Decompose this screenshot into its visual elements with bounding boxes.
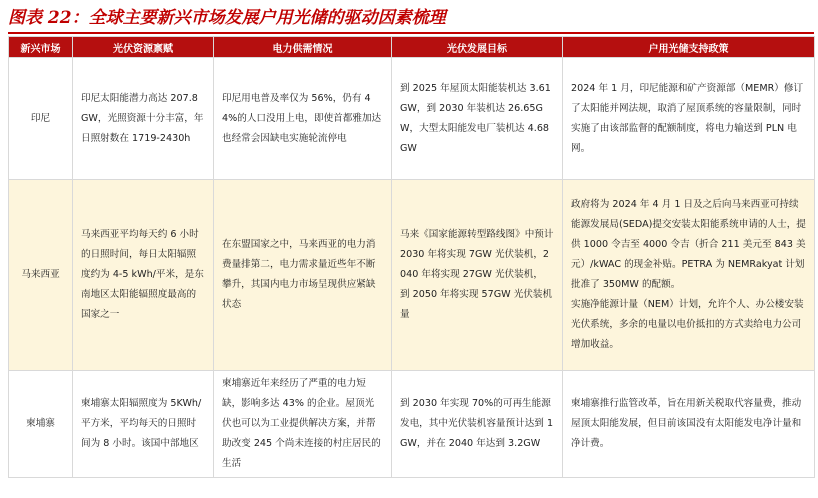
- table-row-malaysia: [9, 180, 815, 371]
- policy-paragraph: 政府将为 2024 年 4 月 1 日及之后向马来西亚可持续能源发展局(SEDA)提交安装太阳能系统申请的人士，提供 1000 令吉至 4000 令吉（折合 211 美元至 843 美元）/kWAC 的现金补贴。PETRA 为 NEMRakyat 计划批准了 350MW 的配额。: [571, 199, 806, 290]
- market-cell: 马来西亚: [9, 180, 73, 371]
- col-header-market: 新兴市场: [9, 37, 73, 58]
- policy-paragraph: 实施净能源计量（NEM）计划，允许个人、办公楼安装光伏系统，多余的电量以电价抵扣的方式卖给电力公司增加收益。: [571, 299, 804, 350]
- col-header-policy: 户用光储支持政策: [563, 37, 815, 58]
- figure-title: 图表 22：全球主要新兴市场发展户用光储的驱动因素梳理: [8, 6, 814, 34]
- resource-cell: 马来西亚平均每天约 6 小时的日照时间，每日太阳辐照度约为 4-5 kWh/平米，是东南地区太阳能辐照度最高的国家之一: [73, 180, 214, 371]
- target-cell: 到 2025 年屋顶太阳能装机达 3.61GW，到 2030 年装机达 26.65GW，大型太阳能发电厂装机达 4.68GW: [392, 58, 563, 180]
- policy-cell: [563, 180, 815, 371]
- policy-cell: [563, 371, 815, 478]
- table-row-cambodia: [9, 371, 815, 478]
- supply-cell: 印尼用电普及率仅为 56%，仍有 44%的人口没用上电，即使首都雅加达也经常会因缺电实施轮流停电: [214, 58, 392, 180]
- col-header-target: 光伏发展目标: [392, 37, 563, 58]
- policy-cell: [563, 58, 815, 180]
- drivers-table: [8, 36, 815, 478]
- col-header-resource: 光伏资源禀赋: [73, 37, 214, 58]
- market-cell: 柬埔寨: [9, 371, 73, 478]
- supply-cell: 柬埔寨近年来经历了严重的电力短缺，影响多达 43% 的企业。屋顶光伏也可以为工业提供解决方案，并帮助改变 245 个尚未连接的村庄居民的生活: [214, 371, 392, 478]
- table-row-indonesia: [9, 58, 815, 180]
- header-row: [9, 37, 815, 58]
- supply-cell: 在东盟国家之中，马来西亚的电力消费量排第二，电力需求量近些年不断攀升，其国内电力市场呈现供应紧缺状态: [214, 180, 392, 371]
- target-cell: 马来《国家能源转型路线图》中预计 2030 年将实现 7GW 光伏装机，2040 年将实现 27GW 光伏装机， 到 2050 年将实现 57GW 光伏装机量: [392, 180, 563, 371]
- target-cell: 到 2030 年实现 70%的可再生能源发电，其中光伏装机容量预计达到 1GW，并在 2040 年达到 3.2GW: [392, 371, 563, 478]
- resource-cell: 柬埔寨太阳辐照度为 5KWh/平方米，平均每天的日照时间为 8 小时。该国中部地区: [73, 371, 214, 478]
- policy-paragraph: 2024 年 1 月，印尼能源和矿产资源部（MEMR）修订了太阳能并网法规，取消了屋顶系统的容量限制，同时实施了由该部监督的配额制度，将电力输送到 PLN 电网。: [571, 82, 804, 154]
- col-header-supply: 电力供需情况: [214, 37, 392, 58]
- resource-cell: 印尼太阳能潜力高达 207.8 GW，光照资源十分丰富，年日照射数在 1719-2430h: [73, 58, 214, 180]
- policy-paragraph: 柬埔寨推行监管改革，旨在用新关税取代容量费，推动屋顶太阳能发展，但目前该国没有太阳能发电净计量和净计费。: [571, 398, 802, 449]
- market-cell: 印尼: [9, 58, 73, 180]
